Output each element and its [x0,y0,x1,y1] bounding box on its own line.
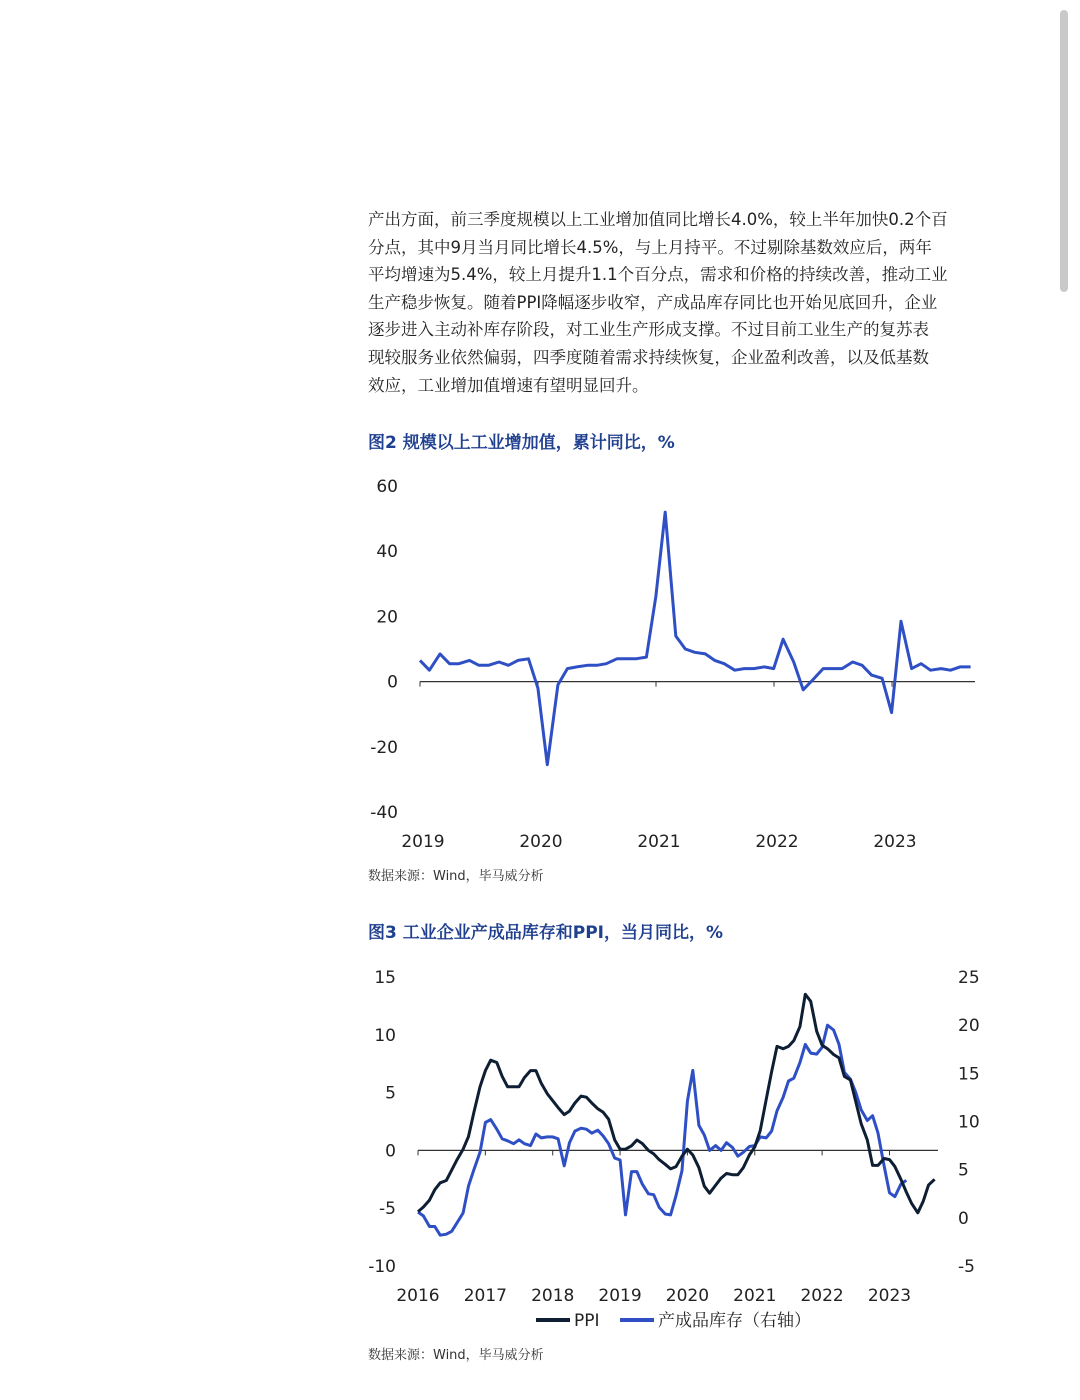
y-right-tick-label: 0 [958,1208,969,1229]
y-right-tick-label: 15 [958,1064,980,1085]
figure3-source: 数据来源：Wind，毕马威分析 [368,1348,544,1363]
x-tick-label: 2019 [598,1286,642,1306]
paragraph-line: 生产稳步恢复。随着PPI降幅逐步收窄，产成品库存同比也开始见底回升，企业 [368,292,938,312]
paragraph-line: 产出方面，前三季度规模以上工业增加值同比增长4.0%，较上半年加快0.2个百 [368,210,948,229]
y-right-tick-label: 10 [958,1112,980,1133]
y-tick-label: 0 [387,672,398,693]
y-right-tick-label: 5 [958,1160,969,1181]
y-tick-label: -20 [370,737,398,758]
x-tick-label: 2020 [665,1286,710,1306]
x-tick-label: 2021 [637,832,681,852]
y-right-tick-label: -5 [958,1257,975,1277]
x-tick-label: 2021 [733,1286,777,1306]
y-left-tick-label: 0 [385,1141,396,1162]
paragraph-line: 现较服务业依然偏弱，四季度随着需求持续恢复，企业盈利改善，以及低基数 [368,347,929,367]
paragraph-line: 逐步进入主动补库存阶段，对工业生产形成支撑。不过目前工业生产的复苏表 [368,320,929,340]
x-tick-label: 2023 [867,1286,912,1306]
x-tick-label: 2022 [755,832,799,852]
y-left-tick-label: 15 [374,968,396,988]
y-tick-label: -40 [370,803,398,823]
y-tick-label: 40 [376,542,398,563]
paragraph-line: 分点，其中9月当月同比增长4.5%，与上月持平。不过剔除基数效应后，两年 [368,237,932,257]
x-tick-label: 2019 [401,832,445,852]
y-right-tick-label: 20 [958,1016,980,1037]
x-tick-label: 2016 [396,1286,440,1306]
ppi-series-line [418,994,935,1213]
body-paragraph [368,206,988,399]
x-tick-label: 2020 [519,832,563,852]
y-left-tick-label: -5 [379,1199,396,1220]
industrial-value-added-chart [0,460,1080,860]
legend-ppi-label: PPI [574,1311,600,1331]
y-left-tick-label: -10 [368,1257,396,1277]
figure2-title: 图2 规模以上工业增加值，累计同比，% [368,433,675,453]
legend-inventory-label: 产成品库存（右轴） [658,1311,811,1331]
inventory-ppi-chart [0,955,1080,1340]
x-tick-label: 2022 [800,1286,844,1306]
paragraph-line: 平均增速为5.4%，较上月提升1.1个百分点，需求和价格的持续改善，推动工业 [368,265,948,285]
y-left-tick-label: 10 [374,1025,396,1046]
figure2-source: 数据来源：Wind，毕马威分析 [368,869,544,884]
y-tick-label: 20 [376,607,398,628]
x-tick-label: 2017 [463,1286,507,1306]
y-right-tick-label: 25 [958,968,980,988]
paragraph-line: 效应，工业增加值增速有望明显回升。 [368,375,649,395]
y-tick-label: 60 [376,477,398,497]
scrollbar-thumb[interactable] [1060,10,1068,292]
inventory-series-line [418,1025,906,1235]
figure3-title: 图3 工业企业产成品库存和PPI，当月同比，% [368,923,724,943]
y-left-tick-label: 5 [385,1083,396,1104]
x-tick-label: 2023 [873,832,917,852]
x-tick-label: 2018 [531,1286,575,1306]
series-line [420,512,971,765]
